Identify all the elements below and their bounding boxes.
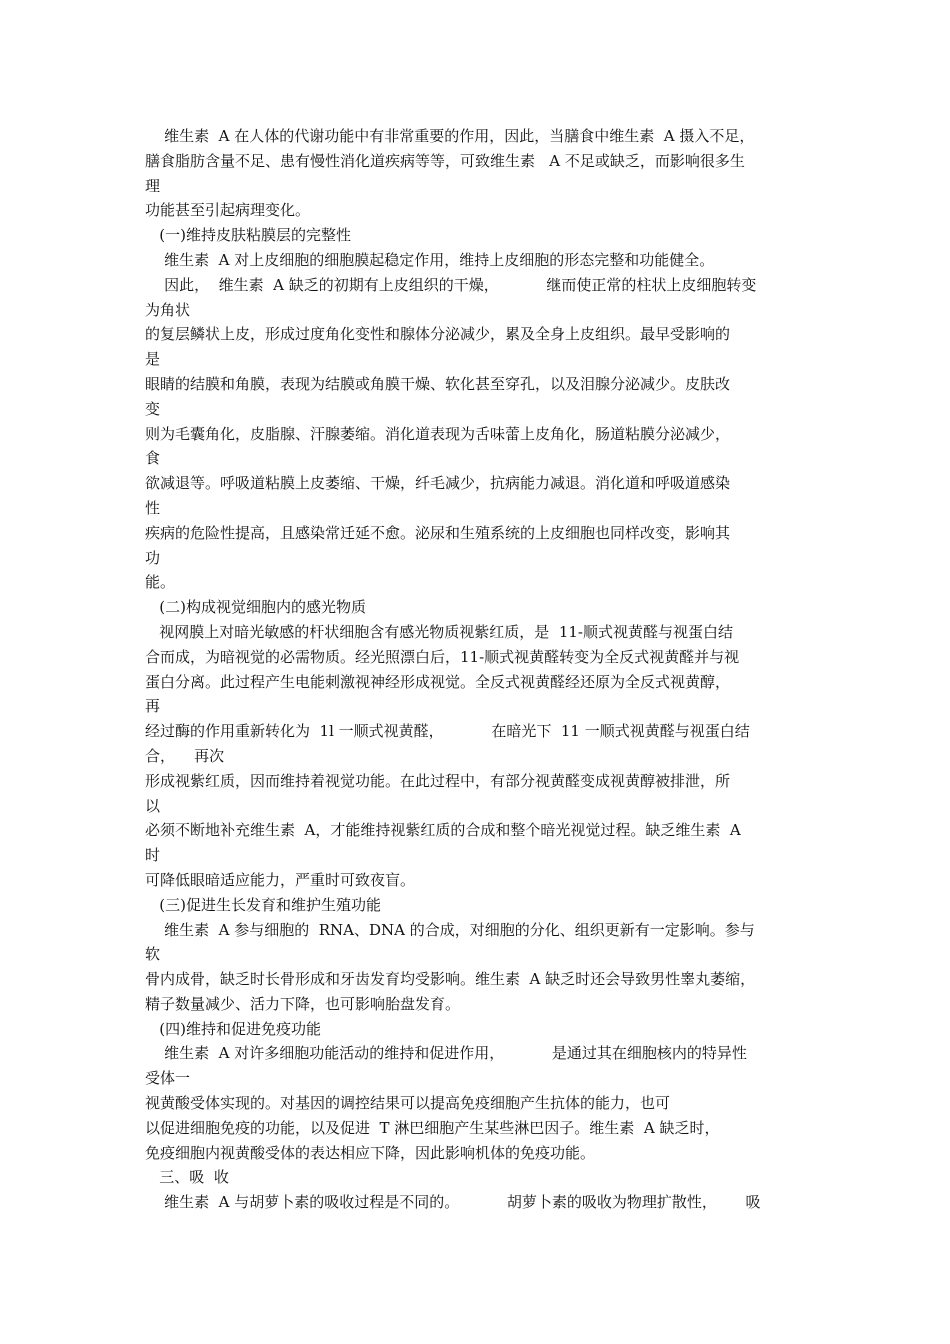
text-line: 时 [145,846,161,865]
document-body [145,124,815,1215]
text-line: 合， 再次 [145,746,225,765]
text-line: 视网膜上对暗光敏感的杆状细胞含有感光物质视紫红质，是 11-顺式视黄醛与视蛋白结 [145,622,733,641]
text-line: 理 [145,176,161,195]
text-line: 维生素 A 对许多细胞功能活动的维持和促进作用， 是通过其在细胞核内的特异性 [145,1044,747,1063]
text-line: 软 [145,945,161,964]
text-line: 能。 [145,573,176,592]
text-line: 是 [145,350,161,369]
section-heading: (二)构成视觉细胞内的感光物质 [145,598,367,617]
text-line: 维生素 A 在人体的代谢功能中有非常重要的作用，因此，当膳食中维生素 A 摄入不足， [145,127,755,145]
text-line: 精子数量减少、活力下降，也可影响胎盘发育。 [145,994,461,1013]
section-heading: (四)维持和促进免疫功能 [145,1019,322,1038]
text-line: 则为毛囊角化，皮脂腺、汗腺萎缩。消化道表现为舌味蕾上皮角化，肠道粘膜分泌减少， [145,424,731,443]
text-line: 可降低眼暗适应能力，严重时可致夜盲。 [145,870,416,889]
text-line: 蛋白分离。此过程产生电能刺激视神经形成视觉。全反式视黄醛经还原为全反式视黄醇， [145,672,731,691]
text-line: 食 [145,449,161,468]
section-heading: 三、吸 收 [145,1168,229,1187]
section-heading: (三)促进生长发育和维护生殖功能 [145,895,382,914]
section-heading: (一)维持皮肤粘膜层的完整性 [145,226,352,245]
text-line: 功 [145,548,161,567]
text-line: 合而成，为暗视觉的必需物质。经光照漂白后，11-顺式视黄醛转变为全反式视黄醛并与视 [145,647,740,666]
text-line: 免疫细胞内视黄酸受体的表达相应下降，因此影响机体的免疫功能。 [145,1143,596,1162]
text-line: 疾病的危险性提高，且感染常迁延不愈。泌尿和生殖系统的上皮细胞也同样改变，影响其 [145,523,731,542]
text-line: 以促进细胞免疫的功能，以及促进 T 淋巴细胞产生某些淋巴因子。维生素 A 缺乏时， [145,1118,720,1137]
text-line: 维生素 A 参与细胞的 RNA、DNA 的合成，对细胞的分化、组织更新有一定影响。参与 [145,920,755,939]
text-line: 再 [145,697,161,716]
text-line: 维生素 A 与胡萝卜素的吸收过程是不同的。 胡萝卜素的吸收为物理扩散性， 吸 [145,1193,761,1212]
text-line: 维生素 A 对上皮细胞的细胞膜起稳定作用，维持上皮细胞的形态完整和功能健全。 [145,250,715,269]
text-line: 性 [145,498,161,517]
text-line: 必须不断地补充维生素 A，才能维持视紫红质的合成和整个暗光视觉过程。缺乏维生素 A [145,821,741,840]
text-line: 为角状 [145,300,191,319]
text-line: 膳食脂肪含量不足、患有慢性消化道疾病等等，可致维生素 A 不足或缺乏，而影响很多生 [145,151,745,170]
text-line: 受体一 [145,1069,191,1088]
text-line: 经过酶的作用重新转化为 1l 一顺式视黄醛， 在暗光下 11 一顺式视黄醛与视蛋白结 [145,722,750,741]
text-line: 以 [145,796,161,815]
text-line: 的复层鳞状上皮，形成过度角化变性和腺体分泌减少，累及全身上皮组织。最早受影响的 [145,325,731,344]
text-line: 视黄酸受体实现的。对基因的调控结果可以提高免疫细胞产生抗体的能力，也可 [145,1094,671,1113]
text-line: 功能甚至引起病理变化。 [145,201,311,220]
text-line: 眼睛的结膜和角膜，表现为结膜或角膜干燥、软化甚至穿孔，以及泪腺分泌减少。皮肤改 [145,374,731,393]
text-line: 形成视紫红质，因而维持着视觉功能。在此过程中，有部分视黄醛变成视黄醇被排泄，所 [145,771,731,790]
text-line: 骨内成骨，缺乏时长骨形成和牙齿发育均受影响。维生素 A 缺乏时还会导致男性睾丸萎缩， [145,970,756,989]
text-line: 变 [145,399,161,418]
text-line: 因此， 维生素 A 缺乏的初期有上皮组织的干燥， 继而使正常的柱状上皮细胞转变 [145,275,757,294]
text-line: 欲减退等。呼吸道粘膜上皮萎缩、干燥，纤毛减少，抗病能力减退。消化道和呼吸道感染 [145,474,731,493]
